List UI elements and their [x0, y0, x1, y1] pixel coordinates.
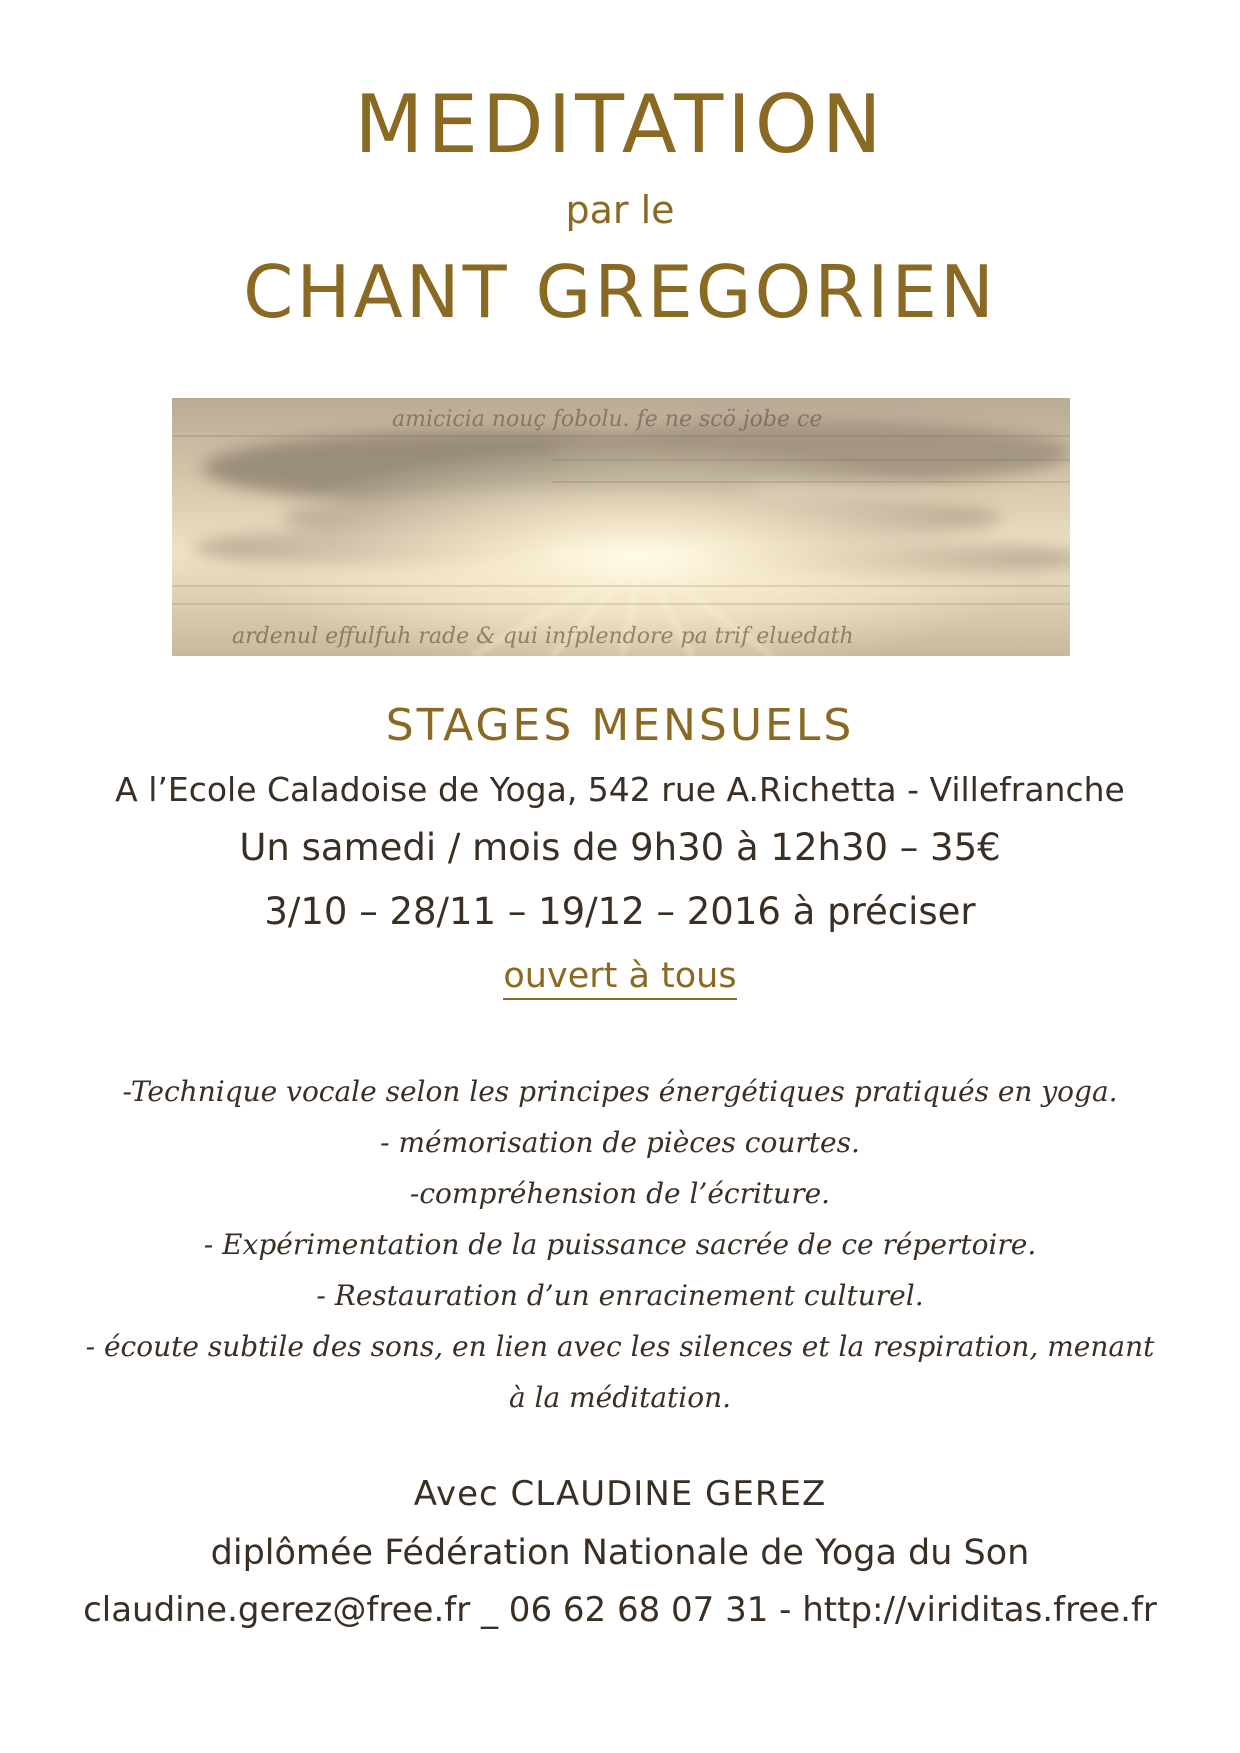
teacher-diploma: diplômée Fédération Nationale de Yoga du Son: [210, 1533, 1030, 1573]
open-to-all-note: [0, 956, 1240, 996]
program-item: à la méditation.: [508, 1381, 732, 1414]
program-item: -compréhension de l’écriture.: [409, 1177, 831, 1210]
manuscript-text-bottom: ardenul effulfuh rade & qui infplendore pa trif eluedath: [232, 624, 854, 649]
contact-line: claudine.gerez@free.fr _ 06 62 68 07 31 - http://viriditas.free.fr: [83, 1590, 1157, 1630]
venue-address: A l’Ecole Caladoise de Yoga, 542 rue A.Richetta - Villefranche: [115, 770, 1125, 809]
title-connector: par le: [565, 188, 675, 232]
manuscript-text-top: amicicia nouç fobolu. fe ne scö jobe ce: [392, 407, 823, 432]
poster-title: MEDITATION: [354, 78, 886, 171]
open-to-all-text: ouvert à tous: [503, 956, 736, 1000]
teacher-line: Avec CLAUDINE GEREZ: [413, 1474, 827, 1514]
session-dates: 3/10 – 28/11 – 19/12 – 2016 à préciser: [264, 890, 976, 933]
program-item: - mémorisation de pièces courtes.: [380, 1126, 860, 1159]
program-item: - Restauration d’un enracinement culturel.: [316, 1279, 924, 1312]
stages-heading: STAGES MENSUELS: [385, 700, 855, 751]
program-item: -Technique vocale selon les principes énergétiques pratiqués en yoga.: [122, 1075, 1118, 1108]
sky-manuscript-banner: [172, 398, 1070, 656]
program-list: [40, 1066, 1200, 1423]
poster-subtitle: CHANT GREGORIEN: [243, 250, 997, 334]
program-item: - écoute subtile des sons, en lien avec les silences et la respiration, menant: [85, 1330, 1155, 1363]
banner-image: [172, 398, 1070, 656]
program-item: - Expérimentation de la puissance sacrée de ce répertoire.: [203, 1228, 1037, 1261]
schedule-line: Un samedi / mois de 9h30 à 12h30 – 35€: [239, 826, 1001, 869]
